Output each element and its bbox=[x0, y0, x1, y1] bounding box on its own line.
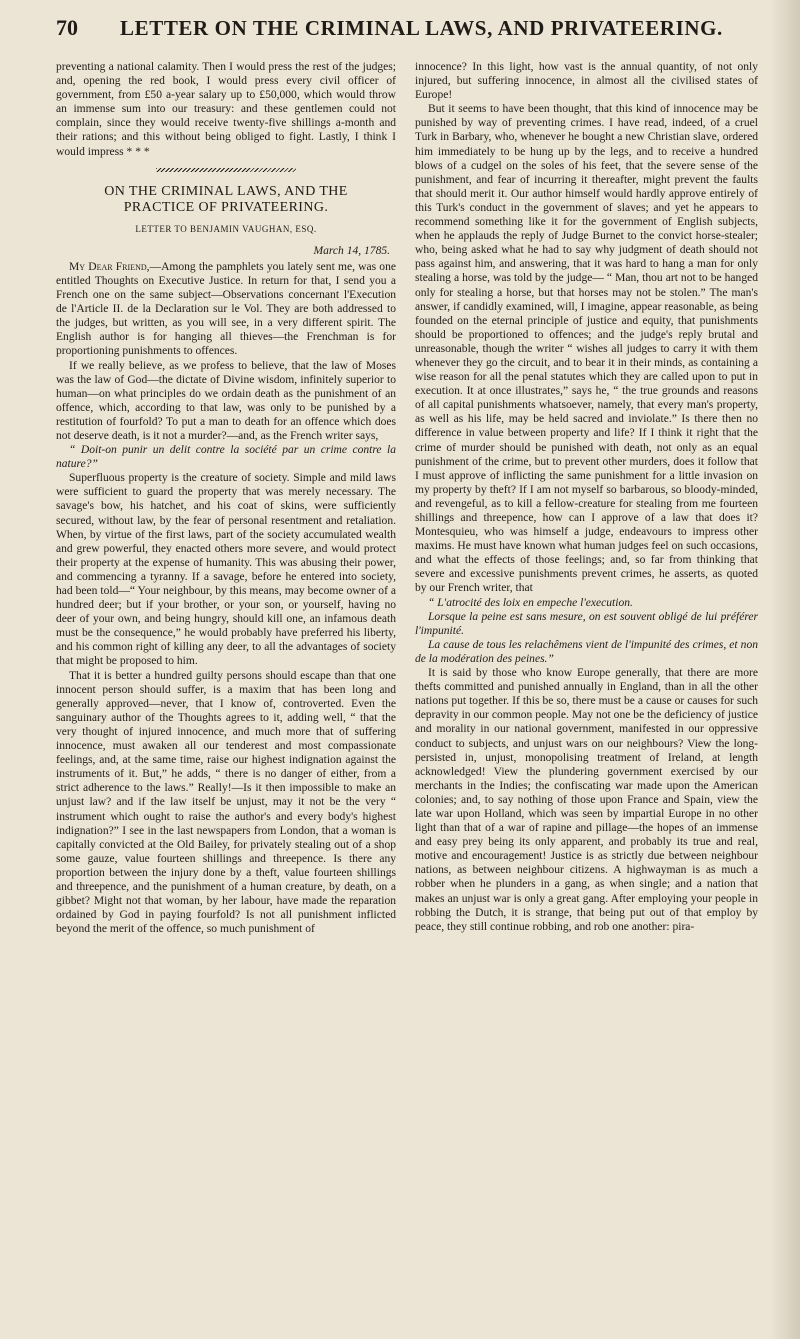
title-line: PRACTICE OF PRIVATEERING. bbox=[123, 199, 329, 215]
running-head: LETTER ON THE CRIMINAL LAWS, AND PRIVATEERING. bbox=[120, 15, 723, 40]
french-quote: “ Doit-on punir un delit contre la société par un crime contre la nature?” bbox=[56, 444, 396, 471]
french-quote: Lorsque la peine est sans mesure, on est souvent obligé de lui préférer l'impunité. bbox=[415, 610, 758, 637]
paragraph: Superfluous property is the creature of society. Simple and mild laws were sufficient to guard the property that was merely necessary. The savage's bow, his hatchet, and his coat of skins, were sufficiently secured, without law, by the fear of personal resentment and retaliation. When, by virtue of the first laws, part of the society accumulated wealth and grew powerful, they enacted others more severe, and would protect their property at the expense of humanity. This was abusing their power, and commencing a tyranny. If a savage, before he entered into society, had been told—“ Your neighbour, by this means, may become owner of a hundred deer; but if your brother, or your son, or yourself, having no deer of your own, and being hungry, should kill one, an infamous death must be the consequence,” he would probably have preferred his liberty, and his common right of killing any deer, to all the advantages of society that might be proposed to him. bbox=[56, 472, 396, 668]
right-column bbox=[415, 60, 758, 1335]
page-edge-shadow bbox=[770, 0, 800, 1339]
ornamental-divider bbox=[156, 168, 296, 172]
article-subtitle: LETTER TO BENJAMIN VAUGHAN, ESQ. bbox=[135, 223, 317, 234]
paragraph: innocence? In this light, how vast is the annual quantity, of not only injured, but suffering innocence, in almost all the civilised states of Europe! bbox=[415, 61, 758, 102]
paragraph: That it is better a hundred guilty persons should escape than that one innocent person should suffer, is a maxim that has been long and generally approved—never, that I know of, controverted. Even the sanguinary author of the Thoughts agrees to it, adding well, “ that the very thought of injured innocence, and much more that of suffering innocence, must awaken all our tenderest and most compassionate feelings, and, at the same time, raise our highest indignation against the instruments of it. But,” he adds, “ there is no danger of either, from a strict adherence to the laws.” Really!—Is it then impossible to make an unjust law? and if the law itself be unjust, may it not be the very “ instrument which ought to raise the author's and every body's highest indignation?” I see in the last newspapers from London, that a woman is capitally convicted at the Old Bailey, for privately stealing out of a shop some gauze, value fourteen shillings and threepence. Is there any proportion between the injury done by a theft, value fourteen shillings and threepence, and the punishment of a human creature, by death, on a gibbet? Might not that woman, by her labour, have made the reparation ordained by God in paying fourfold? Is not all punishment inflicted beyond the merit of the offence, so much punishment of bbox=[56, 669, 396, 936]
paragraph bbox=[56, 260, 396, 359]
article-title bbox=[56, 184, 396, 216]
paragraph: It is said by those who know Europe generally, that there are more thefts committed and punished annually in England, than in all the other nations put together. If this be so, there must be a cause or causes for such depravity in our common people. May not one be the deficiency of justice and morality in our national government, manifested in our oppressive conduct to subjects, and unjust wars on our neighbours? View the long-persisted in, unjust, monopolising treatment of Ireland, at length acknowledged! View the plundering government exercised by our merchants in the Indies; the confiscating war made upon the American colonies; and, to say nothing of those upon France and Spain, view the late war upon Holland, which was seen by impartial Europe in no other light than that of a war of rapine and pillage—the hopes of an immense and easy prey being its only apparent, and probably its true and real, motive and encouragement! Justice is as strictly due between neighbour nations, as between neighbour citizens. A highwayman is as much a robber when he plunders in a gang, as when single; and a nation that makes an unjust war is only a great gang. After employing your people in robbing the Dutch, it is strange, that being put out of that employ by peace, they still continue robbing, and rob one another: pira- bbox=[415, 667, 758, 933]
paragraph: If we really believe, as we profess to believe, that the law of Moses was the law of God—the dictate of Divine wisdom, infinitely superior to human—on what principles do we ordain death as the punishment of an offence, which, according to that law, was only to be punished by a restitution of fourfold? To put a man to death for an offence which does not deserve death, is it not a murder?—and, as the French writer says, bbox=[56, 359, 396, 442]
paragraph: preventing a national calamity. Then I would press the rest of the judges; and, opening the red book, I would press every civil officer of government, from £50 a-year salary up to £50,000, which would throw an immense sum into our treasury: and these gentlemen could not complain, since they would receive twenty-five shillings a-month and their rations; and this without being obliged to fight. Lastly, I think I would impress * * * bbox=[56, 61, 396, 158]
french-quote: “ L'atrocité des loix en empeche l'execution. bbox=[428, 596, 633, 609]
letter-date: March 14, 1785. bbox=[313, 244, 390, 257]
french-quote: La cause de tous les relachêmens vient de l'impunité des crimes, et non de la modération des peines.” bbox=[415, 638, 758, 665]
title-line: ON THE CRIMINAL LAWS, AND THE bbox=[104, 183, 348, 199]
paragraph-text: —Among the pamphlets you lately sent me, was one entitled Thoughts on Executive Justice. In return for that, I send you a French one on the same subject—Observations concernant l'Execution de l'Article II. de la Declaration sur le Vol. They are both addressed to the judges, but written, as you will see, in a very different spirit. The English author is for hanging all thieves—the Frenchman is for proportioning punishments to offences. bbox=[56, 260, 396, 358]
page-header bbox=[56, 6, 760, 50]
salutation: My Dear Friend, bbox=[69, 260, 150, 273]
page-number: 70 bbox=[56, 15, 78, 40]
left-column bbox=[56, 60, 396, 1335]
paragraph: But it seems to have been thought, that this kind of innocence may be punished by way of preventing crimes. I have read, indeed, of a cruel Turk in Barbary, who, whenever he bought a new Christian slave, ordered him immediately to be hung up by the legs, and to receive a hundred blows of a cudgel on the soles of his feet, that the severe sense of the punishment, and fear of incurring it thereafter, might prevent the faults that should merit it. Our author himself would hardly approve entirely of this Turk's conduct in the government of slaves; and yet he appears to recommend something like it for the government of English subjects, when he applauds the reply of Judge Burnet to the convict horse-stealer; who, being asked what he had to say why judgment of death should not pass against him, and answering, that it was hard to hang a man for only stealing a horse, was told by the judge— “ Man, thou art not to be hanged only for stealing a horse, but that horses may not be stolen.” The man's answer, if candidly examined, will, I imagine, appear reasonable, as being founded on the eternal principle of justice and equity, that punishments should be proportioned to offences; and the judge's reply brutal and unreasonable, though the writer “ wishes all judges to carry it with them whenever they go the circuit, and to bear it in their minds, as containing a wise reason for all the penal statutes which they are called upon to put in execution. It at once illustrates,” says he, “ the true grounds and reasons of all capital punishments whatsoever, namely, that every man's property, as well as his life, may be held sacred and inviolate.” Is there then no difference in value between property and life? If I think it right that the crime of murder should be punished with death, not only as an equal punishment of the crime, but to prevent other murders, does it follow that I must approve of inflicting the same punishment for a little invasion on my property by theft? If I am not myself so barbarous, so bloody-minded, and revengeful, as to kill a fellow-creature for stealing from me fourteen shillings and threepence, how can I approve of a law that does it? Montesquieu, who was himself a judge, endeavours to impress other maxims. He must have known what human judges feel on such occasions, and what the effects of those feelings; and, so far from thinking that severe and excessive punishments prevent crimes, he asserts, as quoted by our French writer, that bbox=[415, 103, 758, 595]
